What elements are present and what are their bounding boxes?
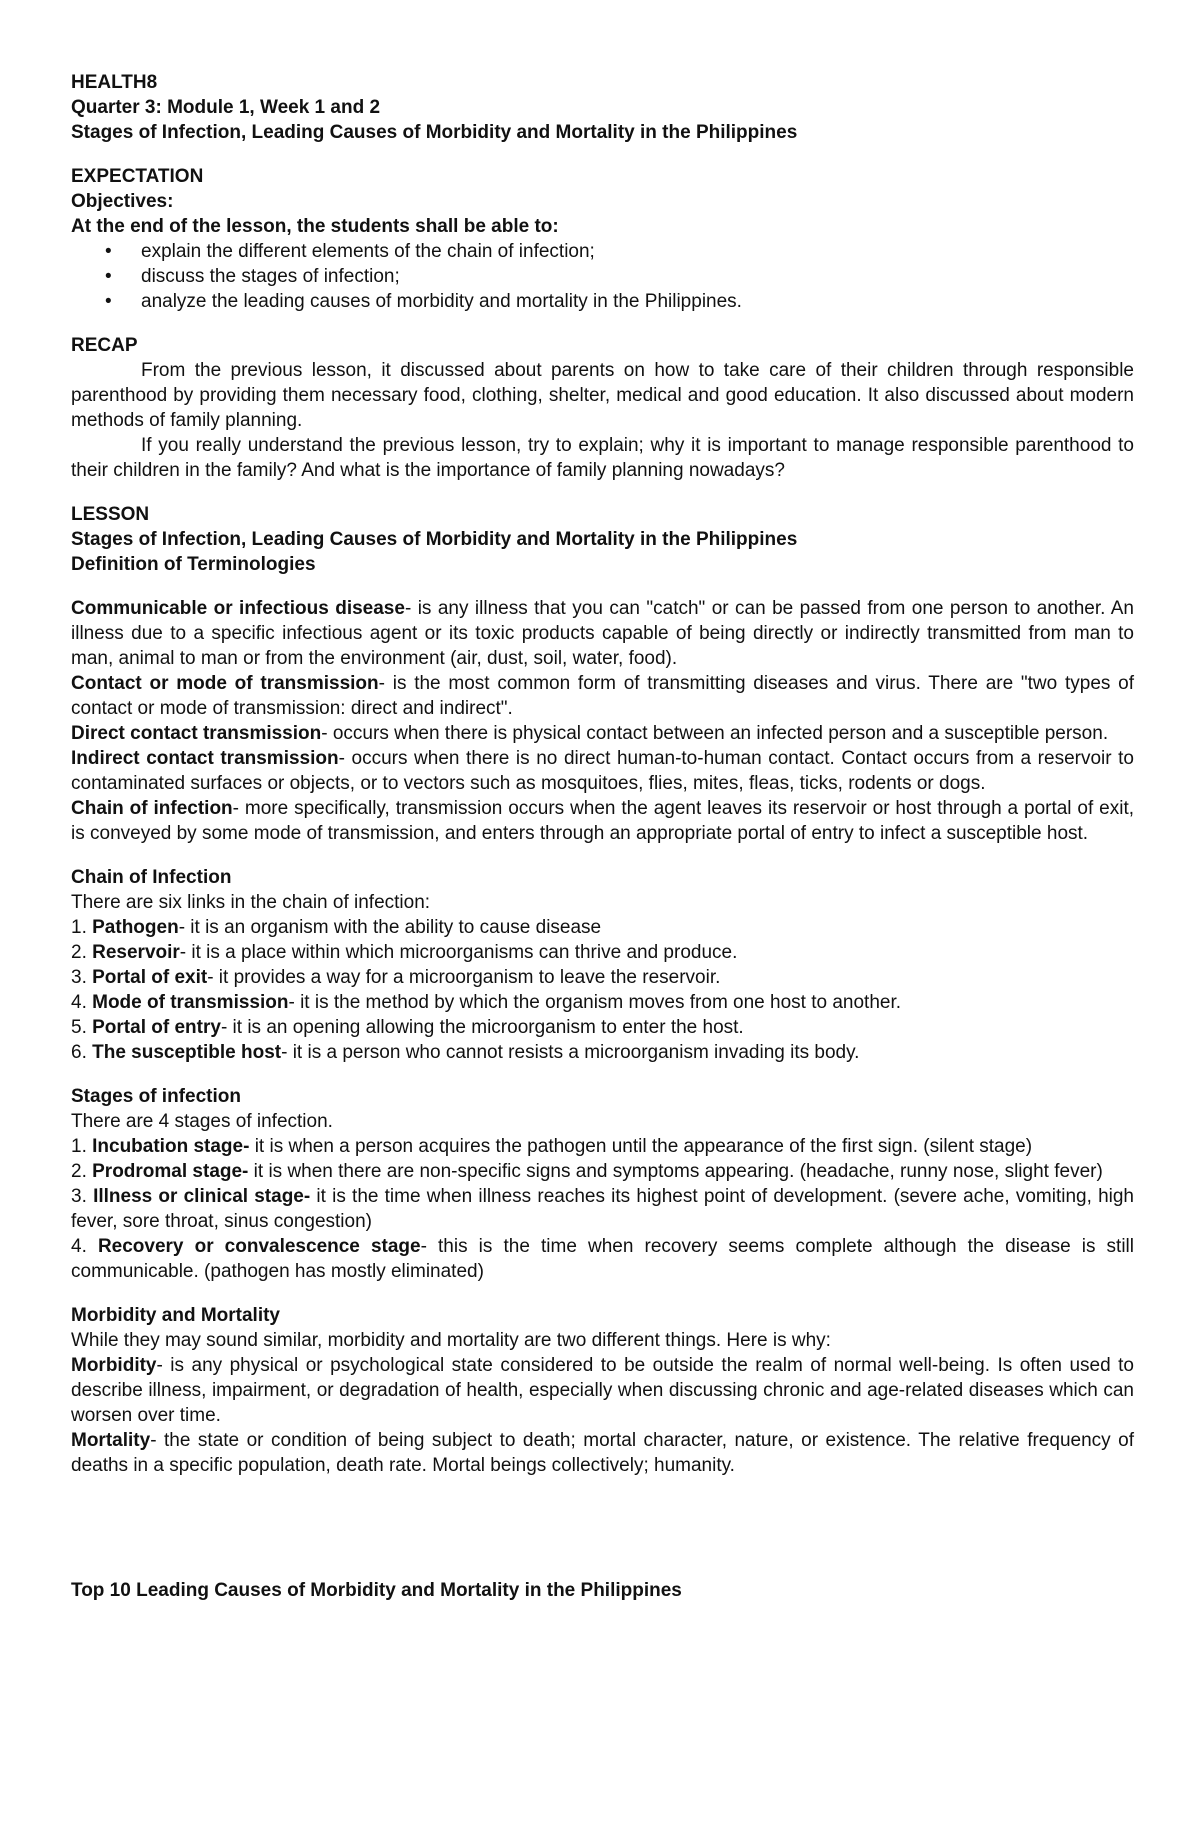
item-number: 3. bbox=[71, 967, 93, 988]
definition-text: - occurs when there is no direct human-to-human contact. Contact occurs from a reservoir to contaminated surfaces or objects, or to vectors such as mosquitoes, flies, mites, fleas, ticks, rodents or dogs. bbox=[71, 748, 1134, 794]
morbidity-text: - is any physical or psychological state considered to be outside the realm of normal well-being. Is often used to describe illness, impairment, or degradation of health, especially when discussing chronic and age-related diseases which can worsen over time. bbox=[71, 1355, 1134, 1426]
definition-term: Contact or mode of transmission bbox=[71, 673, 379, 694]
definition-text: - occurs when there is physical contact between an infected person and a susceptible person. bbox=[321, 723, 1109, 744]
stage-item bbox=[71, 1159, 1134, 1184]
item-number: 3. bbox=[71, 1186, 94, 1207]
objective-item: • discuss the stages of infection; bbox=[141, 264, 1134, 289]
stages-list bbox=[71, 1134, 1134, 1284]
definition-item bbox=[71, 796, 1134, 846]
chain-item bbox=[71, 965, 1134, 990]
objective-item: • explain the different elements of the chain of infection; bbox=[141, 239, 1134, 264]
chain-text: - it is a person who cannot resists a microorganism invading its body. bbox=[281, 1042, 860, 1063]
chain-term: The susceptible host bbox=[92, 1042, 282, 1063]
stage-term: Recovery or convalescence stage bbox=[97, 1236, 421, 1257]
item-number: 1. bbox=[71, 1136, 93, 1157]
chain-item bbox=[71, 990, 1134, 1015]
chain-text: - it is the method by which the organism moves from one host to another. bbox=[288, 992, 902, 1013]
stages-intro: There are 4 stages of infection. bbox=[71, 1111, 333, 1132]
chain-term: Portal of entry bbox=[92, 1017, 221, 1038]
definitions-heading: Definition of Terminologies bbox=[71, 554, 316, 575]
stage-term: Incubation stage- bbox=[92, 1136, 250, 1157]
definition-item bbox=[71, 671, 1134, 721]
objectives-list bbox=[71, 239, 1134, 314]
morbidity-heading: Morbidity and Mortality bbox=[71, 1305, 280, 1326]
mortality-text: - the state or condition of being subject to death; mortal character, nature, or existence. The relative frequency of deaths in a specific population, death rate. Mortal beings collectively; humanity. bbox=[71, 1430, 1134, 1476]
stage-text: - this is the time when recovery seems complete although the disease is still communicable. (pathogen has mostly eliminated) bbox=[71, 1236, 1134, 1282]
item-number: 5. bbox=[71, 1017, 93, 1038]
item-number: 2. bbox=[71, 1161, 93, 1182]
chain-text: - it is a place within which microorganisms can thrive and produce. bbox=[179, 942, 738, 963]
definition-text: - is any illness that you can "catch" or can be passed from one person to another. An illness due to a specific infectious agent or its toxic products capable of being directly or indirectly transmitted from man to man, animal to man or from the environment (air, dust, soil, water, food). bbox=[71, 598, 1135, 669]
stages-heading: Stages of infection bbox=[71, 1086, 241, 1107]
stage-text: it is when there are non-specific signs and symptoms appearing. (headache, runny nose, slight fever) bbox=[248, 1161, 1103, 1182]
chain-term: Portal of exit bbox=[92, 967, 208, 988]
chain-item bbox=[71, 1015, 1134, 1040]
objectives-intro: At the end of the lesson, the students shall be able to: bbox=[71, 216, 559, 237]
morbidity-intro: While they may sound similar, morbidity and mortality are two different things. Here is why: bbox=[71, 1330, 831, 1351]
chain-intro: There are six links in the chain of infection: bbox=[71, 892, 431, 913]
stage-text: it is the time when illness reaches its highest point of development. (severe ache, vomiting, high fever, sore throat, sinus congestion) bbox=[71, 1186, 1134, 1232]
item-number: 4. bbox=[71, 1236, 98, 1257]
quarter-line: Quarter 3: Module 1, Week 1 and 2 bbox=[71, 97, 381, 118]
stage-text: it is when a person acquires the pathogen until the appearance of the first sign. (silent stage) bbox=[249, 1136, 1033, 1157]
morbidity-term: Morbidity bbox=[71, 1355, 157, 1376]
stage-item bbox=[71, 1134, 1134, 1159]
expectation-heading: EXPECTATION bbox=[71, 166, 204, 187]
morbidity-item bbox=[71, 1353, 1134, 1428]
stage-item bbox=[71, 1234, 1134, 1284]
chain-heading: Chain of Infection bbox=[71, 867, 232, 888]
recap-paragraph: From the previous lesson, it discussed about parents on how to take care of their children through responsible parenthood by providing them necessary food, clothing, shelter, medical and good education. It also discussed about modern methods of family planning. bbox=[71, 360, 1134, 431]
chain-item bbox=[71, 940, 1134, 965]
document-page bbox=[71, 70, 1134, 1603]
definition-term: Direct contact transmission bbox=[71, 723, 322, 744]
item-number: 1. bbox=[71, 917, 93, 938]
subject-line: HEALTH8 bbox=[71, 72, 158, 93]
chain-text: - it is an opening allowing the microorganism to enter the host. bbox=[220, 1017, 744, 1038]
definition-term: Chain of infection bbox=[71, 798, 233, 819]
top-causes-heading: Top 10 Leading Causes of Morbidity and Mortality in the Philippines bbox=[71, 1580, 682, 1601]
item-number: 4. bbox=[71, 992, 93, 1013]
item-number: 2. bbox=[71, 942, 93, 963]
definition-text: - is the most common form of transmitting diseases and virus. There are "two types of contact or mode of transmission: direct and indirect". bbox=[71, 673, 1135, 719]
chain-term: Pathogen bbox=[92, 917, 179, 938]
definition-item bbox=[71, 721, 1134, 746]
definition-term: Indirect contact transmission bbox=[71, 748, 339, 769]
definition-item bbox=[71, 596, 1134, 671]
chain-term: Mode of transmission bbox=[92, 992, 289, 1013]
stage-term: Illness or clinical stage- bbox=[93, 1186, 311, 1207]
chain-item bbox=[71, 915, 1134, 940]
morbidity-item bbox=[71, 1428, 1134, 1478]
chain-list bbox=[71, 915, 1134, 1065]
chain-text: - it provides a way for a microorganism to leave the reservoir. bbox=[207, 967, 721, 988]
recap-heading: RECAP bbox=[71, 335, 138, 356]
objective-item: • analyze the leading causes of morbidity and mortality in the Philippines. bbox=[141, 289, 1134, 314]
objectives-label: Objectives: bbox=[71, 191, 174, 212]
recap-paragraph: If you really understand the previous lesson, try to explain; why it is important to manage responsible parenthood to their children in the family? And what is the importance of family planning nowadays? bbox=[71, 435, 1134, 481]
mortality-term: Mortality bbox=[71, 1430, 151, 1451]
lesson-title: Stages of Infection, Leading Causes of Morbidity and Mortality in the Philippines bbox=[71, 529, 798, 550]
definition-item bbox=[71, 746, 1134, 796]
chain-item bbox=[71, 1040, 1134, 1065]
document-title: Stages of Infection, Leading Causes of Morbidity and Mortality in the Philippines bbox=[71, 122, 798, 143]
chain-term: Reservoir bbox=[92, 942, 180, 963]
definition-text: - more specifically, transmission occurs when the agent leaves its reservoir or host through a portal of exit, is conveyed by some mode of transmission, and enters through an appropriate portal of entry to infect a susceptible host. bbox=[71, 798, 1135, 844]
chain-text: - it is an organism with the ability to cause disease bbox=[178, 917, 602, 938]
stage-term: Prodromal stage- bbox=[92, 1161, 249, 1182]
stage-item bbox=[71, 1184, 1134, 1234]
item-number: 6. bbox=[71, 1042, 93, 1063]
definition-term: Communicable or infectious disease bbox=[71, 598, 405, 619]
lesson-heading: LESSON bbox=[71, 504, 150, 525]
